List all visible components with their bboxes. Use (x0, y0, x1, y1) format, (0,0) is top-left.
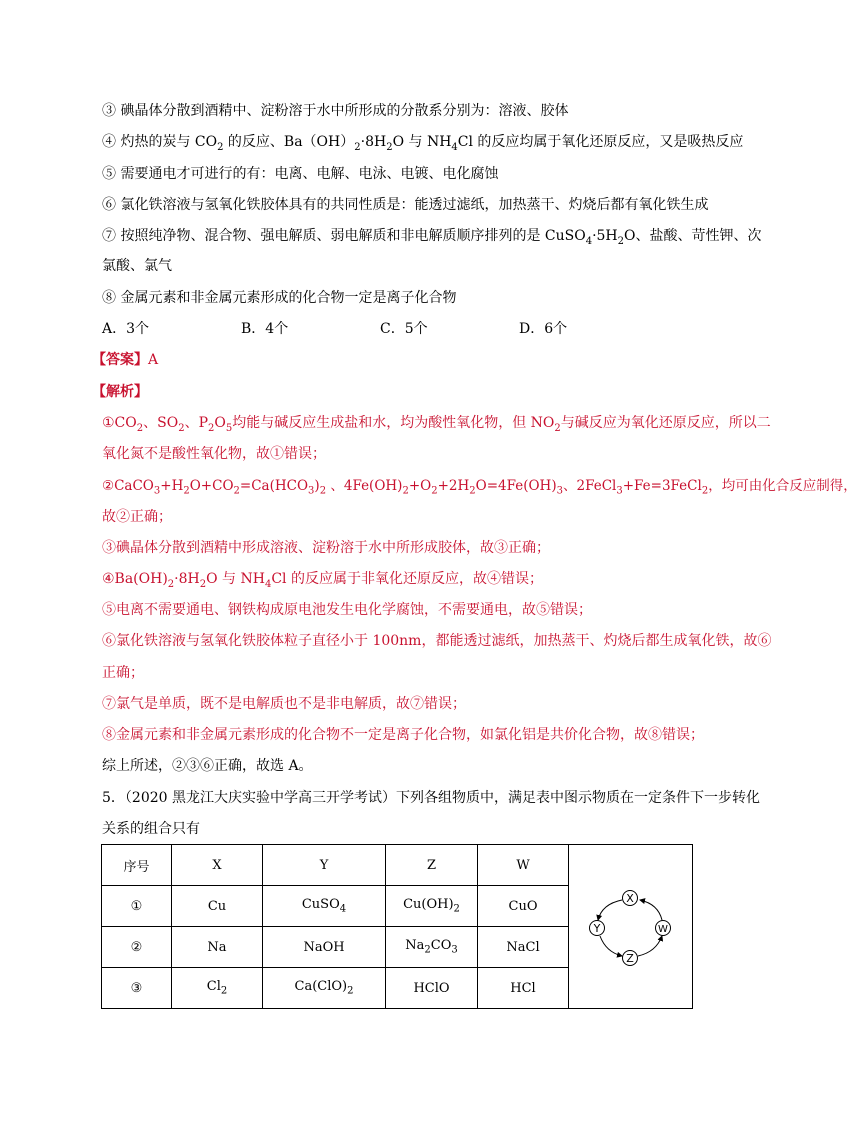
question-5-stem-continued: 关系的组合只有 (102, 821, 200, 837)
cell-y: $Ca(ClO)_2$ (263, 968, 386, 1009)
row-index: ③ (102, 968, 172, 1009)
analysis-2-continued: 故②正确； (102, 509, 172, 525)
header-index: 序号 (102, 845, 172, 886)
analysis-summary: 综上所述，②③⑥正确，故选 A。 (102, 758, 313, 774)
analysis-1: $①CO_2$、$SO_2$、$P_2O_5$均能与碱反应生成盐和水，均为酸性氧化物，但 $NO_2$与碱反应为氧化还原反应，所以二 (102, 415, 771, 434)
arrow-z-to-w (638, 936, 662, 956)
arrow-y-to-z (600, 936, 622, 956)
statement-4: ④ 灼热的炭与 $CO_2$ 的反应、$Ba(OH)_2\cdot 8H_2O$ 与 $NH_4Cl$ 的反应均属于氧化还原反应，又是吸热反应 (102, 134, 744, 153)
cell-z: $Cu(OH)_2$ (386, 886, 478, 927)
svg-text:W: W (658, 924, 668, 935)
option-c: C．5个 (380, 321, 428, 337)
cell-x: Na (172, 927, 263, 968)
analysis-8: ⑧金属元素和非金属元素形成的化合物不一定是离子化合物，如氯化铝是共价化合物，故⑧错误； (102, 727, 704, 743)
header-x: X (172, 845, 263, 886)
svg-text:X: X (626, 892, 634, 905)
answer-label: 【答案】 (92, 352, 148, 368)
node-w (656, 921, 671, 936)
analysis-6: ⑥氯化铁溶液与氢氧化铁胶体粒子直径小于 100nm，都能透过滤纸，加热蒸干、灼烧后都生成氧化铁，故⑥ (102, 633, 772, 649)
node-z (623, 951, 638, 966)
analysis-1-continued: 氧化氮不是酸性氧化物，故①错误； (102, 446, 326, 462)
question-5-stem: 5．（2020 黑龙江大庆实验中学高三开学考试）下列各组物质中，满足表中图示物质在一定条件下一步转化 (102, 790, 760, 806)
node-x (623, 891, 638, 906)
analysis-5: ⑤电离不需要通电、钢铁构成原电池发生电化学腐蚀，不需要通电，故⑤错误； (102, 602, 592, 618)
statement-7-continued: 氯酸、氯气 (102, 258, 172, 274)
cell-z: HClO (386, 968, 478, 1009)
option-d: D．6个 (519, 321, 568, 337)
cycle-diagram (588, 888, 680, 968)
cell-w: CuO (478, 886, 569, 927)
cell-x: Cu (172, 886, 263, 927)
arrow-x-to-y (598, 900, 622, 920)
statement-6: ⑥ 氯化铁溶液与氢氧化铁胶体具有的共同性质是：能透过滤纸，加热蒸干、灼烧后都有氧化铁生成 (102, 197, 709, 213)
cell-y: CuSO$_4$ (263, 886, 386, 927)
svg-text:Y: Y (593, 922, 601, 935)
cell-w: HCl (478, 968, 569, 1009)
row-index: ② (102, 927, 172, 968)
svg-text:Z: Z (626, 952, 634, 965)
analysis-label: 【解析】 (92, 384, 148, 400)
cell-x: $Cl_2$ (172, 968, 263, 1009)
statement-8: ⑧ 金属元素和非金属元素形成的化合物一定是离子化合物 (102, 290, 457, 306)
analysis-7: ⑦氯气是单质，既不是电解质也不是非电解质，故⑦错误； (102, 696, 466, 712)
statement-7: ⑦ 按照纯净物、混合物、强电解质、弱电解质和非电解质顺序排列的是 $CuSO_4\cdot 5H_2O$、盐酸、苛性钾、次 (102, 228, 762, 247)
analysis-4: $④Ba(OH)_2\cdot 8H_2O$ 与 $NH_4Cl$ 的反应属于非氧化还原反应，故④错误； (102, 571, 543, 590)
answer-line (92, 350, 158, 370)
answer-value: A (148, 352, 159, 368)
header-w: W (478, 845, 569, 886)
analysis-6-continued: 正确； (102, 665, 144, 681)
node-y (590, 921, 605, 936)
statement-5: ⑤ 需要通电才可进行的有：电离、电解、电泳、电镀、电化腐蚀 (102, 166, 499, 182)
arrow-w-to-x (640, 900, 662, 920)
cell-z: $Na_2CO_3$ (386, 927, 478, 968)
statement-3: ③ 碘晶体分散到酒精中、淀粉溶于水中所形成的分散系分别为：溶液、胶体 (102, 103, 569, 119)
table-header-row (102, 845, 693, 886)
cell-y: NaOH (263, 927, 386, 968)
row-index: ① (102, 886, 172, 927)
analysis-2: $②CaCO_3+H_2O+CO_2=Ca(HCO_3)_2$ 、$4Fe(OH)_2+O_2+2H_2O=4Fe(OH)_3$、2FeCl$_3$+Fe=3FeCl$_2$，均可由化合反应制得， (102, 478, 857, 497)
options-row (102, 319, 658, 339)
option-a: A．3个 (102, 321, 150, 337)
cell-w: NaCl (478, 927, 569, 968)
analysis-3: ③碘晶体分散到酒精中形成溶液、淀粉溶于水中所形成胶体，故③正确； (102, 540, 550, 556)
option-b: B．4个 (241, 321, 289, 337)
header-z: Z (386, 845, 478, 886)
header-y: Y (263, 845, 386, 886)
